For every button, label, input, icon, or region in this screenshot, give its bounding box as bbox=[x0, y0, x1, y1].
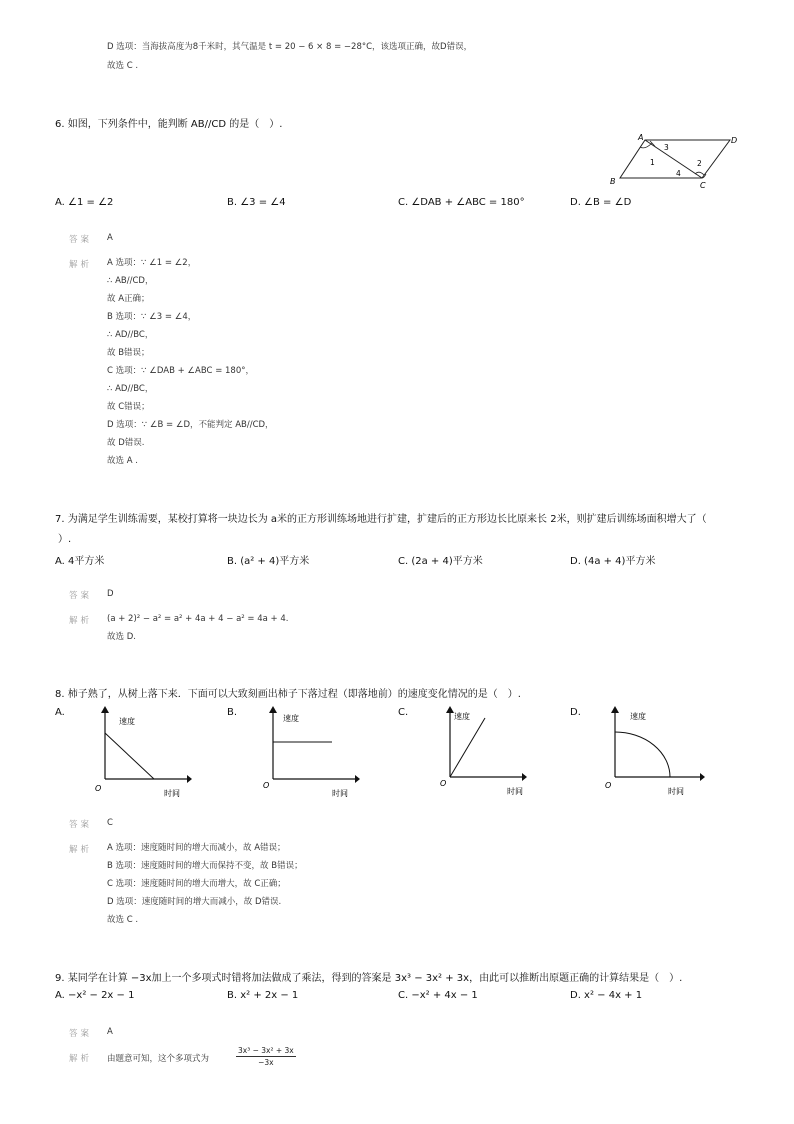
q8-graph-d bbox=[602, 703, 706, 799]
graph-xlabel: 时间 bbox=[507, 787, 523, 796]
q9-option-b[interactable]: B. x² + 2x − 1 bbox=[227, 990, 299, 1001]
graph-ylabel: 速度 bbox=[630, 712, 646, 721]
q6-stem: 6. 如图，下列条件中，能判断 AB//CD 的是（ ）. bbox=[55, 119, 283, 130]
fraction-denominator: −3x bbox=[258, 1058, 274, 1067]
q6-analysis-line: C 选项：∵ ∠DAB + ∠ABC = 180°， bbox=[107, 366, 254, 376]
q7-stem-line2: ）. bbox=[58, 534, 72, 545]
q9-answer-label: 答案 bbox=[69, 1029, 93, 1039]
q6-answer: A bbox=[107, 233, 113, 243]
q8-analysis-line: 故选 C . bbox=[107, 915, 139, 925]
q9-option-c[interactable]: C. −x² + 4x − 1 bbox=[398, 990, 478, 1001]
fig-label-D: D bbox=[731, 136, 738, 145]
q6-parallelogram-figure bbox=[600, 128, 740, 190]
q8-option-d[interactable]: D. bbox=[570, 707, 581, 718]
q8-option-a[interactable]: A. bbox=[55, 707, 65, 718]
q8-option-b[interactable]: B. bbox=[227, 707, 238, 718]
fig-angle-1: 1 bbox=[650, 158, 655, 167]
q6-option-c[interactable]: C. ∠DAB + ∠ABC = 180° bbox=[398, 197, 525, 208]
q9-analysis-text: 由题意可知，这个多项式为 bbox=[107, 1054, 210, 1064]
q7-option-a[interactable]: A. 4平方米 bbox=[55, 556, 105, 567]
q6-analysis-line: ∴ AD//BC， bbox=[107, 384, 154, 394]
q9-option-d[interactable]: D. x² − 4x + 1 bbox=[570, 990, 643, 1001]
q8-analysis-line: A 选项：速度随时间的增大而减小，故 A错误； bbox=[107, 843, 286, 853]
q7-analysis-line: (a + 2)² − a² = a² + 4a + 4 − a² = 4a + 4. bbox=[107, 614, 289, 624]
fraction-numerator: 3x³ − 3x² + 3x bbox=[238, 1046, 294, 1055]
q8-analysis-line: D 选项：速度随时间的增大而减小，故 D错误. bbox=[107, 897, 282, 907]
q9-option-a[interactable]: A. −x² − 2x − 1 bbox=[55, 990, 135, 1001]
q8-analysis-line: C 选项：速度随时间的增大而增大，故 C正确； bbox=[107, 879, 286, 889]
graph-origin: O bbox=[95, 784, 102, 793]
q7-answer-label: 答案 bbox=[69, 591, 93, 601]
q8-answer-label: 答案 bbox=[69, 820, 93, 830]
q6-option-d[interactable]: D. ∠B = ∠D bbox=[570, 197, 632, 208]
q9-answer: A bbox=[107, 1027, 113, 1037]
q6-analysis bbox=[107, 254, 274, 470]
q8-graph-c bbox=[437, 703, 537, 799]
q6-option-a[interactable]: A. ∠1 = ∠2 bbox=[55, 197, 114, 208]
q6-analysis-label: 解析 bbox=[69, 260, 93, 270]
q9-stem: 9. 某同学在计算 −3x加上一个多项式时错将加法做成了乘法，得到的答案是 3x³ − 3x² + 3x，由此可以推断出原题正确的计算结果是（ ）. bbox=[55, 973, 683, 984]
q8-graph-b bbox=[260, 703, 360, 799]
graph-xlabel: 时间 bbox=[668, 787, 684, 796]
graph-xlabel: 时间 bbox=[332, 789, 348, 798]
q6-analysis-line: ∴ AB//CD， bbox=[107, 276, 154, 286]
fig-angle-2: 2 bbox=[697, 159, 702, 168]
q7-answer: D bbox=[107, 589, 114, 599]
q8-analysis-line: B 选项：速度随时间的增大而保持不变，故 B错误； bbox=[107, 861, 303, 871]
q8-graph-a bbox=[92, 703, 192, 799]
q7-option-b[interactable]: B. (a² + 4)平方米 bbox=[227, 556, 310, 567]
graph-origin: O bbox=[440, 779, 447, 788]
graph-ylabel: 速度 bbox=[283, 714, 299, 723]
q7-stem-line1: 7. 为满足学生训练需要，某校打算将一块边长为 a米的正方形训练场地进行扩建，扩建后的正方形边长比原来长 2米，则扩建后训练场面积增大了（ bbox=[55, 514, 707, 525]
q6-analysis-line: 故 A正确； bbox=[107, 294, 150, 304]
q6-analysis-line: ∴ AD//BC， bbox=[107, 330, 154, 340]
fig-label-B: B bbox=[610, 177, 616, 186]
fig-angle-3: 3 bbox=[664, 143, 669, 152]
prev-analysis-line: D 选项：当海拔高度为8千米时，其气温是 t = 20 − 6 × 8 = −28°C，该选项正确，故D错误， bbox=[107, 42, 473, 52]
prev-analysis-conclusion: 故选 C . bbox=[107, 61, 139, 71]
fig-label-A: A bbox=[638, 133, 644, 142]
q6-analysis-line: 故 B错误； bbox=[107, 348, 150, 358]
q8-analysis bbox=[107, 839, 303, 929]
graph-origin: O bbox=[263, 781, 270, 790]
q7-analysis-line: 故选 D. bbox=[107, 632, 136, 642]
q8-option-c[interactable]: C. bbox=[398, 707, 409, 718]
fig-label-C: C bbox=[700, 181, 706, 190]
q7-option-d[interactable]: D. (4a + 4)平方米 bbox=[570, 556, 656, 567]
q6-analysis-line: A 选项：∵ ∠1 = ∠2， bbox=[107, 258, 197, 268]
q7-option-c[interactable]: C. (2a + 4)平方米 bbox=[398, 556, 483, 567]
q6-analysis-line: 故选 A . bbox=[107, 456, 138, 466]
q7-analysis bbox=[107, 610, 288, 646]
q8-stem: 8. 柿子熟了，从树上落下来．下面可以大致刻画出柿子下落过程（即落地前）的速度变化情况的是（ ）. bbox=[55, 689, 521, 700]
graph-origin: O bbox=[605, 781, 612, 790]
q9-fraction bbox=[236, 1045, 296, 1068]
q6-analysis-line: B 选项：∵ ∠3 = ∠4， bbox=[107, 312, 197, 322]
q6-answer-label: 答案 bbox=[69, 235, 93, 245]
q8-answer: C bbox=[107, 818, 113, 828]
q9-analysis-label: 解析 bbox=[69, 1054, 93, 1064]
graph-ylabel: 速度 bbox=[119, 717, 135, 726]
q8-analysis-label: 解析 bbox=[69, 845, 93, 855]
graph-ylabel: 速度 bbox=[454, 712, 470, 721]
graph-xlabel: 时间 bbox=[164, 789, 180, 798]
q6-analysis-line: D 选项：∵ ∠B = ∠D，不能判定 AB//CD， bbox=[107, 420, 274, 430]
q7-analysis-label: 解析 bbox=[69, 616, 93, 626]
fig-angle-4: 4 bbox=[676, 169, 681, 178]
q6-analysis-line: 故 C错误； bbox=[107, 402, 150, 412]
q6-analysis-line: 故 D错误. bbox=[107, 438, 145, 448]
q6-option-b[interactable]: B. ∠3 = ∠4 bbox=[227, 197, 286, 208]
